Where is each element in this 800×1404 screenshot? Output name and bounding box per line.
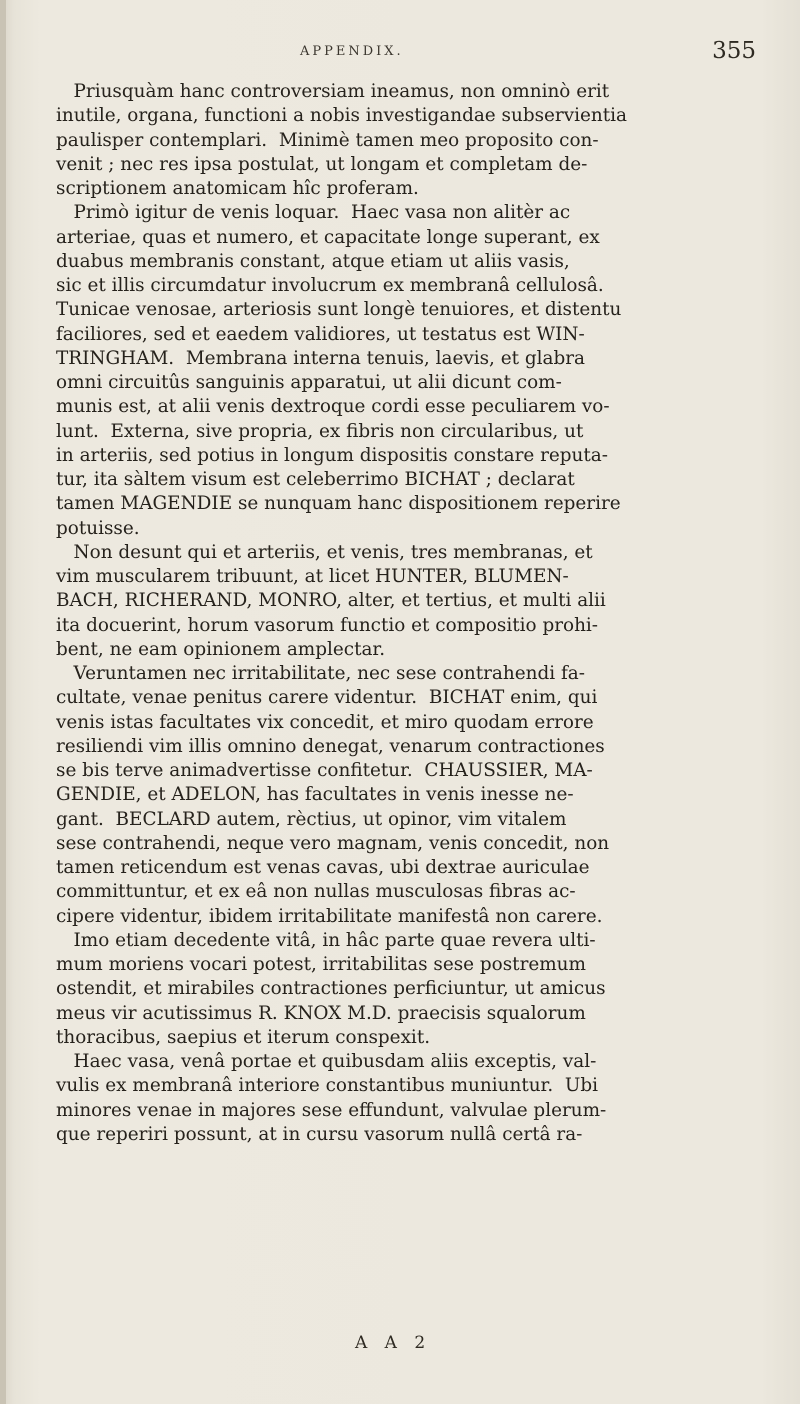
text-line: bent, ne eam opinionem amplectar. — [56, 638, 386, 660]
text-line: meus vir acutissimus R. KNOX M.D. praecisis squalorum — [56, 1002, 586, 1024]
text-line: GENDIE, et ADELON, has facultates in venis inesse ne- — [56, 784, 574, 806]
text-line: arteriae, quas et numero, et capacitate longe superant, ex — [56, 226, 600, 248]
text-line: se bis terve animadvertisse confitetur. CHAUSSIER, MA- — [56, 760, 593, 781]
text-line: thoracibus, saepius et iterum conspexit. — [56, 1026, 431, 1048]
text-line: munis est, at alii venis dextroque cordi esse peculiarem vo- — [56, 396, 610, 418]
text-line: ostendit, et mirabiles contractiones perficiuntur, ut amicus — [56, 978, 606, 1000]
text-line: inutile, organa, functioni a nobis investigandae subservientia — [56, 105, 627, 127]
running-head — [60, 38, 760, 70]
text-line: gant. BECLARD autem, rèctius, ut opinor, vim vitalem — [56, 808, 567, 830]
text-line: cipere videntur, ibidem irritabilitate manifestâ non carere. — [56, 905, 603, 927]
text-line: potuisse. — [56, 517, 140, 539]
text-line: venit ; nec res ipsa postulat, ut longam et completam de- — [56, 153, 588, 175]
text-line: Tunicae venosae, arteriosis sunt longè tenuiores, et distentu — [56, 299, 622, 321]
text-line: sese contrahendi, neque vero magnam, venis concedit, non — [56, 832, 610, 854]
body-text — [56, 80, 766, 1147]
text-line: tamen MAGENDIE se nunquam hanc dispositionem reperire — [56, 493, 621, 515]
text-line: omni circuitûs sanguinis apparatui, ut alii dicunt com- — [56, 372, 562, 393]
page-gutter — [0, 0, 6, 1404]
text-line: minores venae in majores sese effundunt, valvulae plerum- — [56, 1099, 607, 1121]
text-line: venis istas facultates vix concedit, et miro quodam errore — [56, 711, 594, 733]
text-line: Haec vasa, venâ portae et quibusdam aliis exceptis, val- — [56, 1051, 597, 1072]
text-line: ita docuerint, horum vasorum functio et compositio prohi- — [56, 614, 599, 636]
text-line: Veruntamen nec irritabilitate, nec sese contrahendi fa- — [56, 663, 585, 684]
printer-signature: A A 2 — [355, 1333, 432, 1353]
text-line: que reperiri possunt, at in cursu vasorum nullâ certâ ra- — [56, 1123, 583, 1145]
running-title: APPENDIX. — [300, 44, 404, 59]
text-line: cultate, venae penitus carere videntur. BICHAT enim, qui — [56, 687, 598, 709]
text-line: TRINGHAM. Membrana interna tenuis, laevis, et glabra — [56, 347, 586, 369]
text-line: vulis ex membranâ interiore constantibus muniuntur. Ubi — [56, 1075, 599, 1097]
text-line: vim muscularem tribuunt, at licet HUNTER, BLUMEN- — [56, 566, 569, 587]
text-line: BACH, RICHERAND, MONRO, alter, et tertius, et multi alii — [56, 590, 606, 612]
text-line: tamen reticendum est venas cavas, ubi dextrae auriculae — [56, 857, 590, 878]
text-line: tur, ita sàltem visum est celeberrimo BICHAT ; declarat — [56, 469, 575, 490]
page-number: 355 — [712, 38, 756, 64]
text-line: mum moriens vocari potest, irritabilitas sese postremum — [56, 954, 586, 975]
text-line: in arteriis, sed potius in longum dispositis constare reputa- — [56, 444, 608, 466]
text-line: Non desunt qui et arteriis, et venis, tres membranas, et — [56, 541, 593, 563]
text-line: Imo etiam decedente vitâ, in hâc parte quae revera ulti- — [56, 929, 596, 951]
text-line: lunt. Externa, sive propria, ex fibris non circularibus, ut — [56, 420, 584, 442]
text-line: resiliendi vim illis omnino denegat, venarum contractiones — [56, 735, 605, 757]
text-line: faciliores, sed et eaedem validiores, ut testatus est WIN- — [56, 323, 585, 345]
text-line: Priusquàm hanc controversiam ineamus, non omninò erit — [56, 81, 610, 102]
text-line: sic et illis circumdatur involucrum ex membranâ cellulosâ. — [56, 275, 604, 296]
text-line: Primò igitur de venis loquar. Haec vasa non alitèr ac — [56, 202, 571, 224]
text-line: paulisper contemplari. Minimè tamen meo proposito con- — [56, 129, 599, 151]
text-line: committuntur, et ex eâ non nullas musculosas fibras ac- — [56, 881, 576, 903]
text-line: duabus membranis constant, atque etiam ut aliis vasis, — [56, 250, 570, 272]
text-line: scriptionem anatomicam hîc proferam. — [56, 178, 419, 199]
